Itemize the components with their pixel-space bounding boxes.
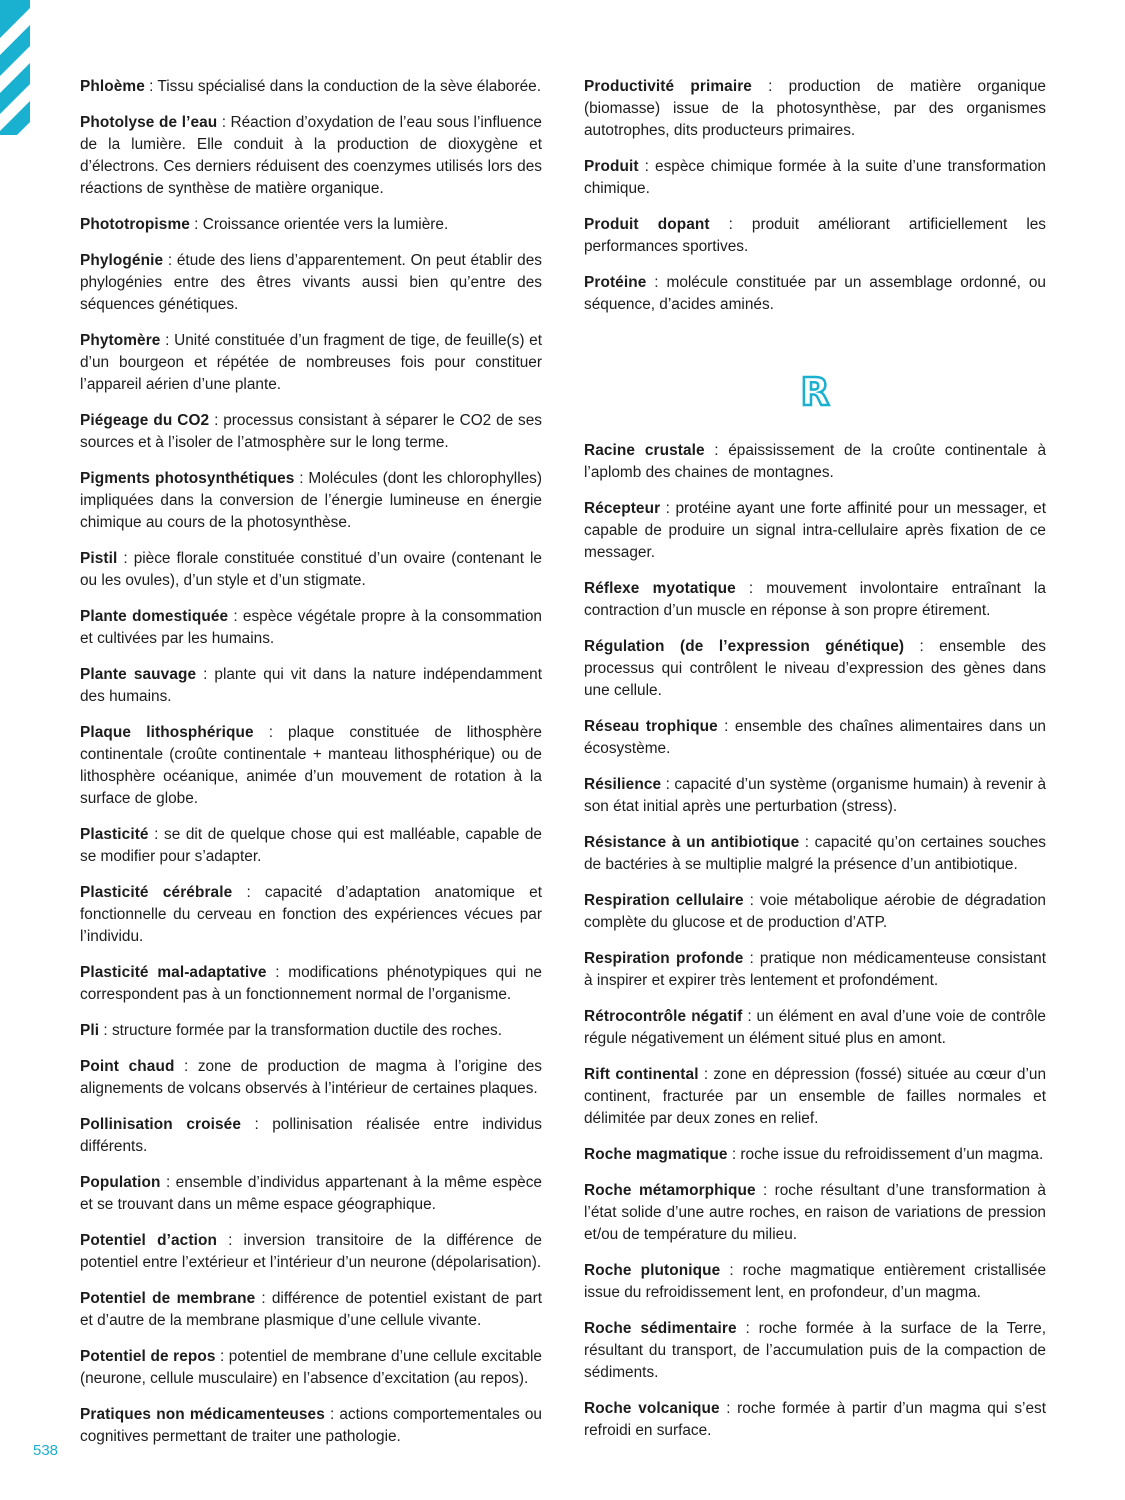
glossary-definition: : actions comportementales ou cognitives permettant de traiter une pathologie. — [80, 1406, 542, 1445]
glossary-entry — [584, 1260, 1046, 1304]
page-number: 538 — [33, 1442, 59, 1459]
glossary-definition: : épaississement de la croûte continentale à l’aplomb des chaines de montagnes. — [584, 442, 1046, 481]
glossary-term: Potentiel de repos — [80, 1348, 216, 1365]
glossary-term: Phytomère — [80, 332, 161, 349]
glossary-definition: : Tissu spécialisé dans la conduction de la sève élaborée. — [144, 78, 541, 95]
glossary-term: Phototropisme — [80, 216, 190, 233]
glossary-entry — [80, 1346, 542, 1390]
glossary-term: Point chaud — [80, 1058, 175, 1075]
glossary-entry — [80, 606, 542, 650]
glossary-term: Roche métamorphique — [584, 1182, 756, 1199]
glossary-definition: : roche formée à partir d’un magma qui s’est refroidi en surface. — [584, 1400, 1046, 1439]
glossary-term: Piégeage du CO2 — [80, 412, 210, 429]
glossary-entry — [80, 722, 542, 810]
glossary-entry — [584, 890, 1046, 934]
glossary-term: Plaque lithosphérique — [80, 724, 254, 741]
glossary-term: Réseau trophique — [584, 718, 718, 735]
glossary-entry — [80, 76, 542, 98]
glossary-entry — [584, 1398, 1046, 1442]
glossary-entry — [584, 1144, 1046, 1166]
glossary-definition: : différence de potentiel existant de part et d’autre de la membrane plasmique d’une cellule vivante. — [80, 1290, 542, 1329]
glossary-term: Pli — [80, 1022, 100, 1039]
glossary-term: Pollinisation croisée — [80, 1116, 241, 1133]
glossary-term: Plante sauvage — [80, 666, 197, 683]
glossary-entry — [80, 664, 542, 708]
section-letter-heading — [584, 366, 1046, 418]
glossary-entry — [584, 272, 1046, 316]
glossary-term: Racine crustale — [584, 442, 705, 459]
glossary-section-r — [584, 440, 1046, 1442]
glossary-entry — [584, 214, 1046, 258]
glossary-definition: : Unité constituée d’un fragment de tige, de feuille(s) et d’un bourgeon et répétée de nombreuses fois pour constituer l’appareil aérien d’une plante. — [80, 332, 542, 393]
glossary-definition: : processus consistant à séparer le CO2 de ses sources et à l’isoler de l’atmosphère sur le long terme. — [80, 412, 542, 451]
glossary-term: Roche magmatique — [584, 1146, 728, 1163]
glossary-definition: : produit améliorant artificiellement les performances sportives. — [584, 216, 1046, 255]
glossary-term: Pistil — [80, 550, 118, 567]
glossary-term: Pigments photosynthétiques — [80, 470, 295, 487]
glossary-column-left — [80, 76, 542, 1462]
glossary-entry — [80, 1114, 542, 1158]
glossary-term: Potentiel de membrane — [80, 1290, 256, 1307]
glossary-term: Plasticité mal-adaptative — [80, 964, 267, 981]
glossary-definition: : inversion transitoire de la différence de potentiel entre l’extérieur et l’intérieur d’un neurone (dépolarisation). — [80, 1232, 542, 1271]
glossary-term: Plasticité cérébrale — [80, 884, 233, 901]
glossary-term: Rétrocontrôle négatif — [584, 1008, 743, 1025]
glossary-definition: : espèce chimique formée à la suite d’une transformation chimique. — [584, 158, 1046, 197]
glossary-entry — [584, 832, 1046, 876]
glossary-definition: : Molécules (dont les chlorophylles) impliquées dans la conversion de l’énergie lumineuse en énergie chimique au cours de la photosynthèse. — [80, 470, 542, 531]
glossary-term: Produit — [584, 158, 639, 175]
glossary-entry — [584, 1318, 1046, 1384]
corner-stripes-decoration — [0, 0, 30, 135]
glossary-definition: : voie métabolique aérobie de dégradation complète du glucose et de production d’ATP. — [584, 892, 1046, 931]
glossary-term: Photolyse de l’eau — [80, 114, 218, 131]
glossary-entry — [80, 1230, 542, 1274]
glossary-definition: : pollinisation réalisée entre individus différents. — [80, 1116, 542, 1155]
glossary-entry — [584, 440, 1046, 484]
glossary-definition: : ensemble des processus qui contrôlent le niveau d’expression des gènes dans une cellule. — [584, 638, 1047, 699]
glossary-entry — [80, 882, 542, 948]
glossary-definition: : capacité d’adaptation anatomique et fonctionnelle du cerveau en fonction des expériences vécues par l’individu. — [80, 884, 543, 945]
glossary-definition: : zone de production de magma à l’origine des alignements de volcans observés à l’intérieur de certaines plaques. — [80, 1058, 542, 1097]
glossary-definition: : roche magmatique entièrement cristallisée issue du refroidissement lent, en profondeur, d’un magma. — [584, 1262, 1047, 1301]
glossary-entry — [80, 1288, 542, 1332]
glossary-definition: : un élément en aval d’une voie de contrôle régule négativement un élément situé plus en amont. — [584, 1008, 1046, 1047]
glossary-term: Respiration cellulaire — [584, 892, 744, 909]
glossary-definition: : roche formée à la surface de la Terre, résultant du transport, de l’accumulation puis de la compaction de sédiments. — [584, 1320, 1046, 1381]
glossary-term: Protéine — [584, 274, 647, 291]
glossary-entry — [80, 1056, 542, 1100]
glossary-entry — [584, 578, 1046, 622]
glossary-definition: : espèce végétale propre à la consommation et cultivées par les humains. — [80, 608, 542, 647]
glossary-entry — [80, 548, 542, 592]
glossary-entry — [584, 774, 1046, 818]
glossary-definition: : roche issue du refroidissement d’un magma. — [727, 1146, 1044, 1163]
glossary-entry — [584, 716, 1046, 760]
glossary-entry — [80, 1020, 542, 1042]
glossary-term: Phloème — [80, 78, 145, 95]
glossary-entry — [80, 410, 542, 454]
glossary-entry — [80, 1172, 542, 1216]
glossary-entry — [584, 1006, 1046, 1050]
glossary-entry — [584, 156, 1046, 200]
glossary-definition: : production de matière organique (biomasse) issue de la photosynthèse, par des organismes autotrophes, dits producteurs primaires. — [584, 78, 1046, 139]
glossary-term: Résilience — [584, 776, 662, 793]
glossary-entry — [584, 1064, 1046, 1130]
glossary-definition: : potentiel de membrane d’une cellule excitable (neurone, cellule musculaire) en l’absence d’excitation (au repos). — [80, 1348, 542, 1387]
glossary-entry — [584, 498, 1046, 564]
glossary-definition: : ensemble des chaînes alimentaires dans un écosystème. — [584, 718, 1046, 757]
glossary-term: Productivité primaire — [584, 78, 752, 95]
glossary-definition: : étude des liens d’apparentement. On peut établir des phylogénies entre des êtres vivants aussi bien qu’entre des séquences génétiques. — [80, 252, 542, 313]
glossary-definition: : plaque constituée de lithosphère continentale (croûte continentale + manteau lithosphérique) ou de lithosphère océanique, animée d’un mouvement de rotation à la surface de globe. — [80, 724, 542, 807]
glossary-definition: : zone en dépression (fossé) située au cœur d’un continent, fracturée par un ensemble de failles normales et délimitée par deux zones en relief. — [584, 1066, 1047, 1127]
glossary-section-p-continued — [584, 76, 1046, 316]
glossary-entry — [584, 636, 1046, 702]
glossary-definition: : roche résultant d’une transformation à l’état solide d’une autre roches, en raison de variations de pression et/ou de température du milieu. — [584, 1182, 1046, 1243]
glossary-entry — [584, 1180, 1046, 1246]
glossary-definition: : ensemble d’individus appartenant à la même espèce et se trouvant dans un même espace géographique. — [80, 1174, 542, 1213]
glossary-term: Rift continental — [584, 1066, 699, 1083]
glossary-entry — [80, 468, 542, 534]
glossary-term: Régulation (de l’expression génétique) — [584, 638, 905, 655]
glossary-entry — [80, 824, 542, 868]
glossary-definition: : se dit de quelque chose qui est malléable, capable de se modifier pour s’adapter. — [80, 826, 542, 865]
glossary-term: Récepteur — [584, 500, 661, 517]
glossary-definition: : capacité d’un système (organisme humain) à revenir à son état initial après une perturbation (stress). — [584, 776, 1046, 815]
glossary-definition: : Réaction d’oxydation de l’eau sous l’influence de la lumière. Elle conduit à la production de dioxygène et d’électrons. Ces derniers réduisent des coenzymes utilisés lors des réactions de synthèse de matière organique. — [80, 114, 542, 197]
glossary-definition: : pièce florale constituée constitué d’un ovaire (contenant le ou les ovules), d’un style et d’un stigmate. — [80, 550, 542, 589]
glossary-definition: : mouvement involontaire entraînant la contraction d’un muscle en réponse à son propre étirement. — [584, 580, 1046, 619]
glossary-entry — [80, 112, 542, 200]
glossary-definition: : capacité qu’on certaines souches de bactéries à se multiplie malgré la présence d’un antibiotique. — [584, 834, 1046, 873]
glossary-term: Potentiel d’action — [80, 1232, 217, 1249]
glossary-definition: : structure formée par la transformation ductile des roches. — [99, 1022, 503, 1039]
glossary-definition: : molécule constituée par un assemblage ordonné, ou séquence, d’acides aminés. — [584, 274, 1046, 313]
glossary-term: Plante domestiquée — [80, 608, 229, 625]
glossary-column-right — [584, 76, 1046, 1456]
glossary-definition: : modifications phénotypiques qui ne correspondent pas à un fonctionnement normal de l’organisme. — [80, 964, 542, 1003]
glossary-term: Plasticité — [80, 826, 149, 843]
glossary-entry — [80, 330, 542, 396]
glossary-entry — [80, 214, 542, 236]
glossary-term: Population — [80, 1174, 161, 1191]
glossary-term: Respiration profonde — [584, 950, 744, 967]
glossary-term: Roche sédimentaire — [584, 1320, 737, 1337]
glossary-entry — [80, 962, 542, 1006]
glossary-definition: : plante qui vit dans la nature indépendamment des humains. — [80, 666, 542, 705]
glossary-entry — [80, 1404, 542, 1448]
glossary-definition: : Croissance orientée vers la lumière. — [189, 216, 449, 233]
glossary-definition: : pratique non médicamenteuse consistant à inspirer et expirer très lentement et profondément. — [584, 950, 1047, 989]
glossary-term: Résistance à un antibiotique — [584, 834, 800, 851]
section-letter-r: R — [800, 370, 830, 414]
glossary-term: Roche plutonique — [584, 1262, 721, 1279]
glossary-entry — [584, 76, 1046, 142]
glossary-entry — [80, 250, 542, 316]
glossary-term: Pratiques non médicamenteuses — [80, 1406, 325, 1423]
glossary-term: Phylogénie — [80, 252, 164, 269]
glossary-term: Produit dopant — [584, 216, 710, 233]
glossary-definition: : protéine ayant une forte affinité pour un messager, et capable de produire un signal intra-cellulaire après fixation de ce messager. — [584, 500, 1046, 561]
glossary-term: Roche volcanique — [584, 1400, 720, 1417]
glossary-entry — [584, 948, 1046, 992]
glossary-term: Réflexe myotatique — [584, 580, 736, 597]
